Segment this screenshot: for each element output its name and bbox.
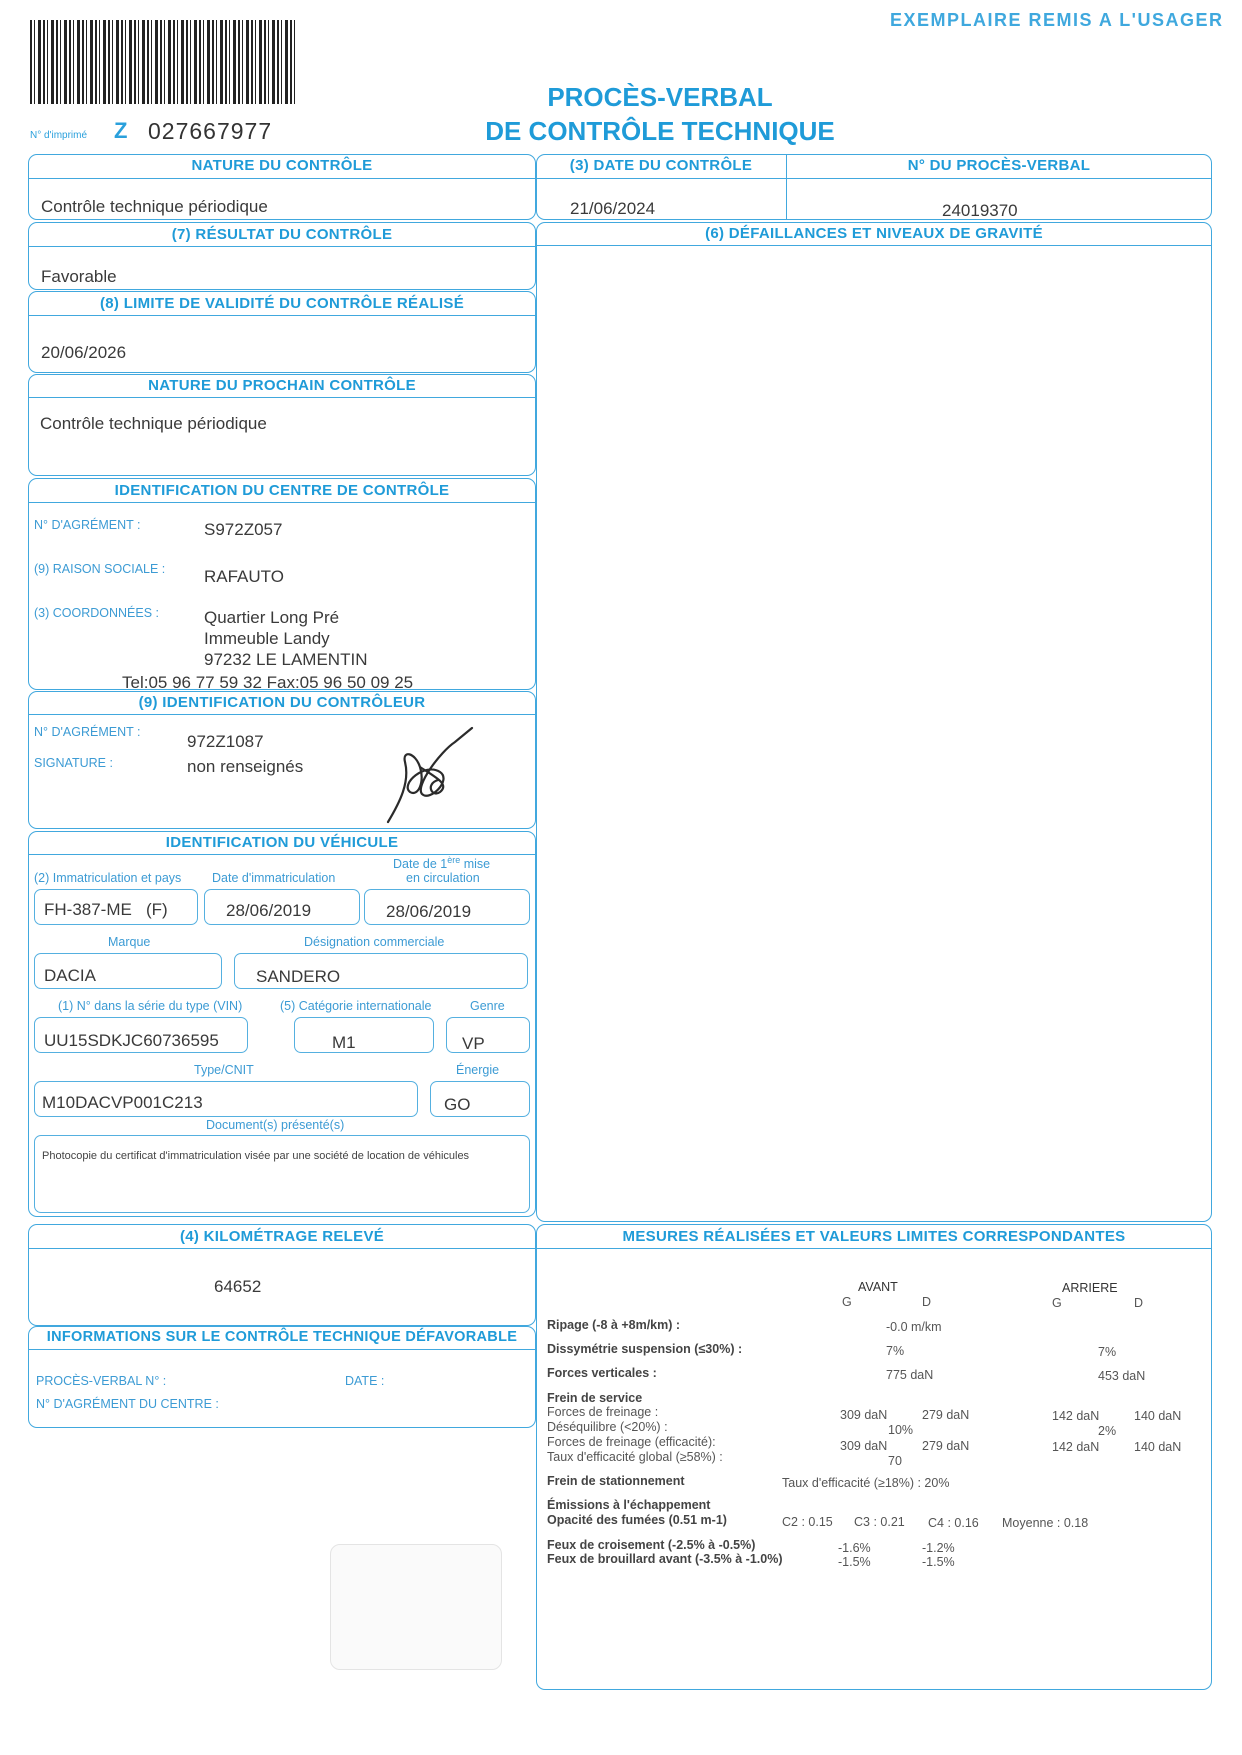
opacite-c3: C3 : 0.21 [854, 1515, 905, 1529]
prochain-value: Contrôle technique périodique [40, 414, 267, 433]
defaillances-box [536, 222, 1212, 1222]
opacite-moyenne: Moyenne : 0.18 [1002, 1516, 1089, 1530]
marque-label: Marque [108, 935, 151, 949]
centre-raison-label: (9) RAISON SOCIALE : [34, 562, 166, 576]
resultat-value: Favorable [41, 267, 117, 286]
num-pv-value: 24019370 [942, 201, 1018, 220]
kilometrage-header: (4) KILOMÉTRAGE RELEVÉ [179, 1228, 385, 1245]
avant-header: AVANT [858, 1280, 898, 1294]
ff-label: Forces de freinage : [547, 1405, 659, 1419]
taux-label: Taux d'efficacité global (≥58%) : [547, 1450, 723, 1464]
ffe-av-g: 309 daN [840, 1439, 888, 1453]
centre-agrement: S972Z057 [204, 520, 283, 539]
arriere-header: ARRIERE [1062, 1281, 1118, 1295]
dissym-av: 7% [886, 1344, 905, 1358]
croisement-label: Feux de croisement (-2.5% à -0.5%) [547, 1538, 756, 1552]
nature-value: Contrôle technique périodique [41, 197, 268, 216]
opacite-label: Opacité des fumées (0.51 m-1) [547, 1513, 727, 1527]
controleur-agrement-label: N° D'AGRÉMENT : [34, 725, 141, 739]
centre-raison: RAFAUTO [204, 567, 284, 586]
type-value: M10DACVP001C213 [42, 1093, 203, 1112]
premiere-label: Date de 1ère mise [393, 855, 491, 872]
genre-field [446, 1017, 530, 1053]
premiere-label-2: en circulation [406, 871, 480, 885]
verticales-ar: 453 daN [1098, 1369, 1146, 1383]
defavorable-date-label: DATE : [345, 1374, 385, 1388]
centre-coord-label: (3) COORDONNÉES : [34, 606, 160, 620]
faint-stamp [330, 1544, 502, 1670]
copy-banner: EXEMPLAIRE REMIS A L'USAGER [890, 10, 1224, 30]
premiere-value: 28/06/2019 [386, 902, 472, 921]
defavorable-header: INFORMATIONS SUR LE CONTRÔLE TECHNIQUE DÉFAVORABLE [46, 1329, 518, 1345]
ffe-ar-g: 142 daN [1052, 1440, 1100, 1454]
dissym-label: Dissymétrie suspension (≤30%) : [547, 1342, 743, 1356]
centre-agrement-label: N° D'AGRÉMENT : [34, 518, 141, 532]
barcode [30, 20, 298, 104]
avant-g: G [842, 1295, 852, 1309]
limite-value: 20/06/2026 [41, 343, 127, 362]
brouillard-g: -1.5% [838, 1555, 871, 1569]
defavorable-pv-label: PROCÈS-VERBAL N° : [36, 1374, 167, 1388]
verticales-av: 775 daN [886, 1368, 934, 1382]
stat-label: Frein de stationnement [547, 1474, 685, 1488]
mesures-header: MESURES RÉALISÉES ET VALEURS LIMITES CORRESPONDANTES [622, 1228, 1126, 1245]
imprime-number: 027667977 [148, 118, 273, 144]
brouillard-label: Feux de brouillard avant (-3.5% à -1.0%) [547, 1552, 783, 1566]
date-controle-header: (3) DATE DU CONTRÔLE [569, 157, 753, 174]
ff-ar-g: 142 daN [1052, 1409, 1100, 1423]
ff-av-g: 309 daN [840, 1408, 888, 1422]
ffe-ar-d: 140 daN [1134, 1440, 1182, 1454]
dissym-ar: 7% [1098, 1345, 1117, 1359]
imprime-letter: Z [114, 118, 128, 143]
controleur-signature: non renseignés [187, 757, 304, 776]
avant-d: D [922, 1295, 932, 1309]
verticales-label: Forces verticales : [547, 1366, 657, 1380]
arriere-g: G [1052, 1296, 1062, 1310]
centre-addr3: 97232 LE LAMENTIN [204, 650, 368, 669]
opacite-c2: C2 : 0.15 [782, 1515, 833, 1529]
prochain-header: NATURE DU PROCHAIN CONTRÔLE [148, 377, 416, 394]
title-line2: DE CONTRÔLE TECHNIQUE [485, 116, 835, 146]
ripage-value: -0.0 m/km [886, 1320, 942, 1334]
taux-value: 70 [888, 1454, 902, 1468]
categorie-field [294, 1017, 434, 1053]
ffe-label: Forces de freinage (efficacité): [547, 1435, 716, 1449]
centre-addr1: Quartier Long Pré [204, 608, 340, 627]
centre-header: IDENTIFICATION DU CENTRE DE CONTRÔLE [114, 482, 450, 499]
emissions-label: Émissions à l'échappement [547, 1498, 711, 1512]
centre-addr2: Immeuble Landy [204, 629, 330, 648]
immat-value: FH-387-ME (F) [44, 900, 168, 919]
type-label: Type/CNIT [194, 1063, 254, 1077]
num-pv-header: N° DU PROCÈS-VERBAL [907, 157, 1091, 174]
stat-value: Taux d'efficacité (≥18%) : 20% [782, 1476, 950, 1490]
ffe-av-d: 279 daN [922, 1439, 970, 1453]
imprime-label: N° d'imprimé [30, 130, 88, 141]
croisement-d: -1.2% [922, 1541, 955, 1555]
vin-value: UU15SDKJC60736595 [44, 1031, 219, 1050]
limite-header: (8) LIMITE DE VALIDITÉ DU CONTRÔLE RÉALISÉ [100, 295, 464, 312]
resultat-header: (7) RÉSULTAT DU CONTRÔLE [171, 226, 393, 243]
designation-label: Désignation commerciale [304, 935, 445, 949]
documents-value: Photocopie du certificat d'immatriculation visée par une société de location de véhicules [42, 1150, 470, 1162]
nature-header: NATURE DU CONTRÔLE [191, 157, 373, 174]
controleur-header: (9) IDENTIFICATION DU CONTRÔLEUR [138, 694, 426, 711]
opacite-c4: C4 : 0.16 [928, 1516, 979, 1530]
ff-ar-d: 140 daN [1134, 1409, 1182, 1423]
energie-label: Énergie [456, 1063, 500, 1077]
centre-tel: Tel:05 96 77 59 32 Fax:05 96 50 09 25 [122, 673, 414, 692]
immat-label: (2) Immatriculation et pays [34, 871, 182, 885]
vehicule-header: IDENTIFICATION DU VÉHICULE [165, 834, 399, 851]
date-immat-label: Date d'immatriculation [212, 871, 336, 885]
signature-scribble [380, 722, 480, 830]
genre-value: VP [462, 1034, 485, 1053]
deseq-ar: 2% [1098, 1424, 1117, 1438]
deseq-label: Déséquilibre (<20%) : [547, 1420, 668, 1434]
croisement-g: -1.6% [838, 1541, 871, 1555]
genre-label: Genre [470, 999, 505, 1013]
arriere-d: D [1134, 1296, 1144, 1310]
defavorable-agrement-label: N° D'AGRÉMENT DU CENTRE : [36, 1397, 219, 1411]
service-label: Frein de service [547, 1391, 643, 1405]
deseq-av: 10% [888, 1423, 914, 1437]
title-line1: PROCÈS-VERBAL [547, 82, 773, 112]
energie-value: GO [444, 1095, 471, 1114]
controleur-agrement: 972Z1087 [187, 732, 264, 751]
documents-label: Document(s) présenté(s) [206, 1118, 345, 1132]
defaillances-header: (6) DÉFAILLANCES ET NIVEAUX DE GRAVITÉ [705, 225, 1043, 242]
vin-label: (1) N° dans la série du type (VIN) [58, 999, 243, 1013]
categorie-label: (5) Catégorie internationale [280, 999, 432, 1013]
marque-value: DACIA [44, 966, 96, 985]
ripage-label: Ripage (-8 à +8m/km) : [547, 1318, 681, 1332]
categorie-value: M1 [332, 1033, 356, 1052]
kilometrage-value: 64652 [214, 1277, 262, 1296]
documents-field [34, 1135, 530, 1213]
ff-av-d: 279 daN [922, 1408, 970, 1422]
date-controle-value: 21/06/2024 [570, 199, 656, 218]
brouillard-d: -1.5% [922, 1555, 955, 1569]
date-immat-value: 28/06/2019 [226, 901, 312, 920]
designation-value: SANDERO [256, 967, 341, 986]
controleur-signature-label: SIGNATURE : [34, 756, 113, 770]
